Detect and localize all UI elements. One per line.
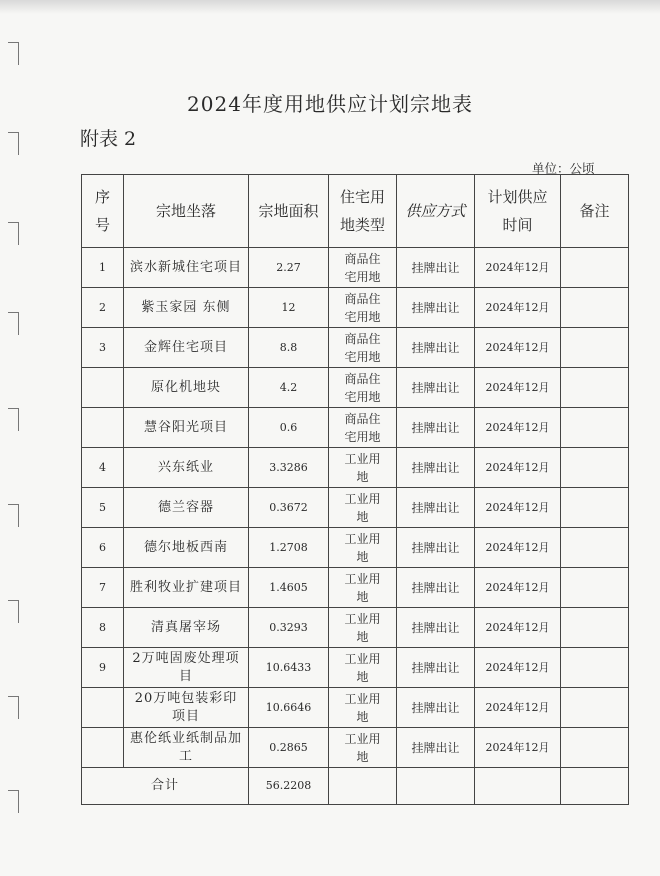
cell-seq	[82, 688, 124, 728]
cell-mode: 挂牌出让	[397, 568, 475, 608]
cell-area: 1.4605	[249, 568, 329, 608]
cell-seq: 3	[82, 328, 124, 368]
cell-location: 滨水新城住宅项目	[124, 248, 249, 288]
cell-empty	[397, 768, 475, 805]
cell-location: 慧谷阳光项目	[124, 408, 249, 448]
header-area: 宗地面积	[249, 175, 329, 248]
cell-time: 2024年12月	[475, 608, 561, 648]
cell-mode: 挂牌出让	[397, 528, 475, 568]
cell-time: 2024年12月	[475, 648, 561, 688]
cell-mode: 挂牌出让	[397, 288, 475, 328]
header-type: 住宅用地类型	[329, 175, 397, 248]
cell-location: 金辉住宅项目	[124, 328, 249, 368]
cell-mode: 挂牌出让	[397, 728, 475, 768]
cell-type: 工业用地	[329, 688, 397, 728]
cell-time: 2024年12月	[475, 688, 561, 728]
cell-type: 工业用地	[329, 568, 397, 608]
cell-time: 2024年12月	[475, 448, 561, 488]
cell-type: 商品住宅用地	[329, 328, 397, 368]
cell-remark	[561, 408, 629, 448]
table-row	[82, 248, 629, 288]
cell-seq: 8	[82, 608, 124, 648]
table-row	[82, 688, 629, 728]
cell-type: 商品住宅用地	[329, 368, 397, 408]
cell-time: 2024年12月	[475, 488, 561, 528]
cell-type: 商品住宅用地	[329, 288, 397, 328]
binder-mark	[8, 408, 19, 431]
cell-type: 工业用地	[329, 728, 397, 768]
cell-remark	[561, 648, 629, 688]
cell-time: 2024年12月	[475, 328, 561, 368]
cell-remark	[561, 488, 629, 528]
table-row	[82, 328, 629, 368]
cell-mode: 挂牌出让	[397, 608, 475, 648]
cell-area: 0.3672	[249, 488, 329, 528]
cell-type: 工业用地	[329, 528, 397, 568]
cell-time: 2024年12月	[475, 368, 561, 408]
cell-area: 0.3293	[249, 608, 329, 648]
cell-area: 1.2708	[249, 528, 329, 568]
cell-type: 工业用地	[329, 488, 397, 528]
cell-time: 2024年12月	[475, 728, 561, 768]
land-supply-table	[81, 174, 629, 805]
document-title: 2024年度用地供应计划宗地表	[187, 92, 473, 116]
cell-seq	[82, 728, 124, 768]
cell-seq	[82, 368, 124, 408]
cell-seq: 5	[82, 488, 124, 528]
cell-mode: 挂牌出让	[397, 688, 475, 728]
cell-location: 胜利牧业扩建项目	[124, 568, 249, 608]
cell-remark	[561, 328, 629, 368]
cell-empty	[475, 768, 561, 805]
table-row	[82, 488, 629, 528]
cell-area: 4.2	[249, 368, 329, 408]
total-row	[82, 768, 629, 805]
cell-location: 惠伦纸业纸制品加工	[124, 728, 249, 768]
total-label: 合计	[82, 768, 249, 805]
table-header-row	[82, 175, 629, 248]
table-row	[82, 288, 629, 328]
cell-seq: 6	[82, 528, 124, 568]
cell-mode: 挂牌出让	[397, 368, 475, 408]
cell-area: 10.6646	[249, 688, 329, 728]
cell-location: 德尔地板西南	[124, 528, 249, 568]
table-row	[82, 568, 629, 608]
cell-mode: 挂牌出让	[397, 248, 475, 288]
header-location: 宗地坐落	[124, 175, 249, 248]
cell-seq: 2	[82, 288, 124, 328]
cell-remark	[561, 568, 629, 608]
cell-area: 10.6433	[249, 648, 329, 688]
binder-mark	[8, 600, 19, 623]
cell-time: 2024年12月	[475, 568, 561, 608]
cell-remark	[561, 528, 629, 568]
cell-remark	[561, 688, 629, 728]
total-area: 56.2208	[249, 768, 329, 805]
cell-area: 3.3286	[249, 448, 329, 488]
cell-type: 商品住宅用地	[329, 408, 397, 448]
unit-label: 单位：公顷	[532, 161, 595, 176]
cell-type: 商品住宅用地	[329, 248, 397, 288]
header-seq: 序号	[82, 175, 124, 248]
table-row	[82, 368, 629, 408]
binder-mark	[8, 222, 19, 245]
cell-location: 2万吨固废处理项目	[124, 648, 249, 688]
table-row	[82, 448, 629, 488]
cell-area: 8.8	[249, 328, 329, 368]
cell-location: 德兰容器	[124, 488, 249, 528]
cell-type: 工业用地	[329, 608, 397, 648]
cell-remark	[561, 248, 629, 288]
cell-seq: 7	[82, 568, 124, 608]
binder-mark	[8, 504, 19, 527]
cell-type: 工业用地	[329, 448, 397, 488]
cell-seq	[82, 408, 124, 448]
table-row	[82, 648, 629, 688]
table-row	[82, 728, 629, 768]
binder-mark	[8, 132, 19, 155]
cell-area: 0.2865	[249, 728, 329, 768]
header-mode: 供应方式	[397, 175, 475, 248]
scan-top-edge	[0, 0, 660, 14]
binder-mark	[8, 696, 19, 719]
cell-remark	[561, 288, 629, 328]
cell-location: 20万吨包装彩印项目	[124, 688, 249, 728]
cell-mode: 挂牌出让	[397, 448, 475, 488]
cell-remark	[561, 368, 629, 408]
binder-mark	[8, 312, 19, 335]
binder-mark	[8, 790, 19, 813]
cell-seq: 4	[82, 448, 124, 488]
cell-location: 清真屠宰场	[124, 608, 249, 648]
cell-remark	[561, 608, 629, 648]
cell-empty	[561, 768, 629, 805]
cell-area: 0.6	[249, 408, 329, 448]
cell-type: 工业用地	[329, 648, 397, 688]
table-row	[82, 608, 629, 648]
appendix-label: 附表 2	[80, 128, 137, 150]
cell-location: 紫玉家园 东侧	[124, 288, 249, 328]
header-remark: 备注	[561, 175, 629, 248]
cell-mode: 挂牌出让	[397, 648, 475, 688]
cell-area: 12	[249, 288, 329, 328]
cell-seq: 9	[82, 648, 124, 688]
cell-mode: 挂牌出让	[397, 408, 475, 448]
table-row	[82, 408, 629, 448]
header-time: 计划供应时间	[475, 175, 561, 248]
cell-mode: 挂牌出让	[397, 328, 475, 368]
cell-area: 2.27	[249, 248, 329, 288]
cell-time: 2024年12月	[475, 408, 561, 448]
table-row	[82, 528, 629, 568]
cell-location: 原化机地块	[124, 368, 249, 408]
cell-time: 2024年12月	[475, 528, 561, 568]
cell-seq: 1	[82, 248, 124, 288]
cell-mode: 挂牌出让	[397, 488, 475, 528]
cell-remark	[561, 728, 629, 768]
cell-location: 兴东纸业	[124, 448, 249, 488]
cell-time: 2024年12月	[475, 248, 561, 288]
cell-time: 2024年12月	[475, 288, 561, 328]
cell-remark	[561, 448, 629, 488]
cell-empty	[329, 768, 397, 805]
binder-mark	[8, 42, 19, 65]
